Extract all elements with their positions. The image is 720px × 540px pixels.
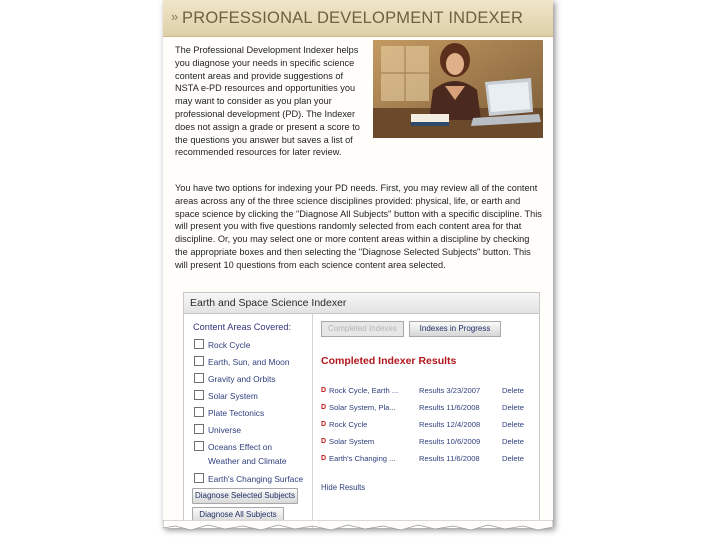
checkbox-icon[interactable] <box>194 339 204 349</box>
area-rock-cycle[interactable]: Rock Cycle <box>194 339 250 350</box>
tab-indexes-in-progress[interactable]: Indexes in Progress <box>409 321 501 337</box>
delete-link[interactable]: Delete <box>502 420 524 429</box>
delete-link[interactable]: Delete <box>502 437 524 446</box>
result-bullet-icon: D <box>321 438 327 445</box>
checkbox-icon[interactable] <box>194 473 204 483</box>
checkbox-icon[interactable] <box>194 441 204 451</box>
result-subject-link[interactable]: Solar System, Pla... <box>329 403 396 412</box>
results-heading: Completed Indexer Results <box>321 355 457 367</box>
intro-paragraph: The Professional Development Indexer helps you diagnose your needs in specific science content areas and provide suggestions of NSTA e-PD resources and opportunities you may want to consider as you plan your professional development (PD). The Indexer does not assign a grade or present a score to the questions you answer but saves a list of recommended resources for later review. <box>175 45 360 158</box>
panel-title: Earth and Space Science Indexer <box>190 297 347 309</box>
area-gravity-orbits[interactable]: Gravity and Orbits <box>194 373 276 384</box>
result-row <box>321 403 533 415</box>
checkbox-icon[interactable] <box>194 390 204 400</box>
result-row <box>321 386 533 398</box>
area-earth-sun-moon[interactable]: Earth, Sun, and Moon <box>194 356 289 367</box>
area-oceans-effect[interactable]: Oceans Effect on <box>194 441 272 452</box>
result-date-link[interactable]: Results 11/6/2008 <box>419 454 480 463</box>
photo-woman-laptop <box>373 40 543 138</box>
checkbox-icon[interactable] <box>194 407 204 417</box>
options-paragraph: You have two options for indexing your PD needs. First, you may review all of the content areas across any of the three science disciplines provided: physical, life, or earth and space science by clicking the "Diagnose All Subjects" button with a specific discipline. This will present you with five questions randomly selected from each content area for that discipline. Or, you may select one or more content areas within a discipline by checking the appropriate boxes and then selecting the "Diagnose Selected Subjects" button. This will present 10 questions from each science content area selected. <box>175 183 542 270</box>
page-header <box>163 0 553 37</box>
checkbox-icon[interactable] <box>194 373 204 383</box>
panel-title-bar <box>184 293 539 314</box>
tab-completed-indexes[interactable]: Completed Indexes <box>321 321 404 337</box>
result-bullet-icon: D <box>321 421 327 428</box>
result-subject-link[interactable]: Earth's Changing ... <box>329 454 396 463</box>
content-areas-column <box>184 314 313 528</box>
content-areas-label: Content Areas Covered: <box>193 322 292 332</box>
diagnose-selected-button[interactable]: Diagnose Selected Subjects <box>192 488 298 504</box>
result-row <box>321 437 533 449</box>
result-bullet-icon: D <box>321 387 327 394</box>
result-bullet-icon: D <box>321 455 327 462</box>
chevron-icon: » <box>171 9 179 24</box>
result-date-link[interactable]: Results 11/6/2008 <box>419 403 480 412</box>
area-universe[interactable]: Universe <box>194 424 241 435</box>
checkbox-icon[interactable] <box>194 424 204 434</box>
result-subject-link[interactable]: Rock Cycle <box>329 420 368 429</box>
result-date-link[interactable]: Results 12/4/2008 <box>419 420 481 429</box>
area-solar-system[interactable]: Solar System <box>194 390 258 401</box>
result-bullet-icon: D <box>321 404 327 411</box>
checkbox-icon[interactable] <box>194 356 204 366</box>
indexer-card <box>163 0 553 528</box>
result-subject-link[interactable]: Solar System <box>329 437 375 446</box>
torn-paper-edge <box>163 520 553 532</box>
area-earths-changing-surface[interactable]: Earth's Changing Surface <box>194 473 303 484</box>
result-row <box>321 454 533 466</box>
hide-results-link[interactable]: Hide Results <box>321 483 366 492</box>
result-date-link[interactable]: Results 3/23/2007 <box>419 386 481 395</box>
delete-link[interactable]: Delete <box>502 454 524 463</box>
result-row <box>321 420 533 432</box>
area-oceans-effect-continuation: Weather and Climate <box>208 456 287 466</box>
diagnose-all-button[interactable]: Diagnose All Subjects <box>192 507 284 523</box>
delete-link[interactable]: Delete <box>502 403 524 412</box>
result-date-link[interactable]: Results 10/6/2009 <box>419 437 481 446</box>
result-subject-link[interactable]: Rock Cycle, Earth ... <box>329 386 399 395</box>
earth-space-indexer-panel <box>183 292 540 528</box>
delete-link[interactable]: Delete <box>502 386 524 395</box>
area-plate-tectonics[interactable]: Plate Tectonics <box>194 407 264 418</box>
page-title: PROFESSIONAL DEVELOPMENT INDEXER <box>182 9 524 27</box>
